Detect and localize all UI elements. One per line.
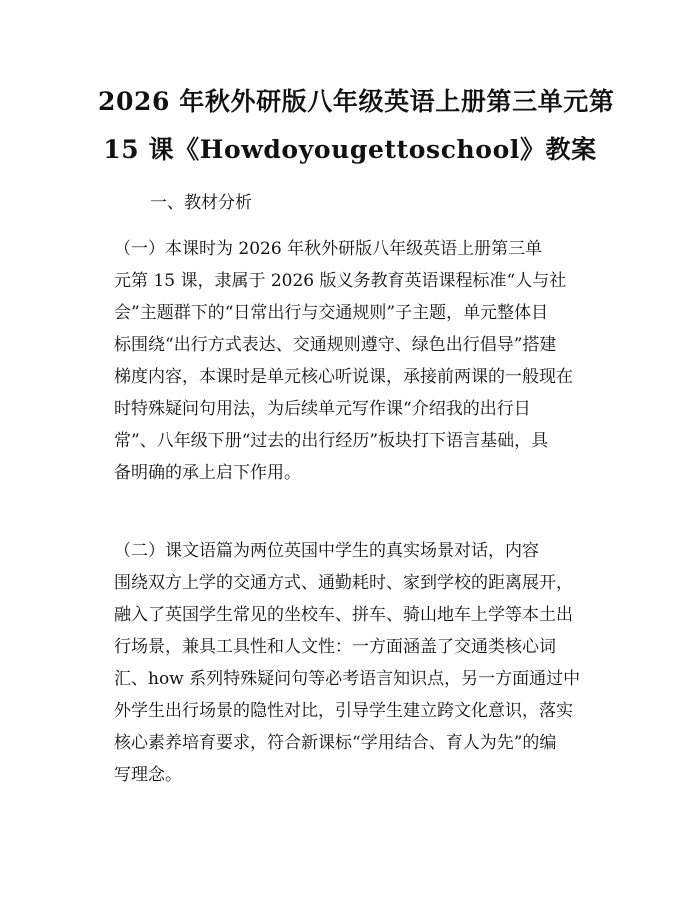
section-heading: 一、教材分析	[150, 193, 252, 213]
document-title-line-1: 2026 年秋外研版八年级英语上册第三单元第	[98, 87, 615, 116]
paragraph-line: 汇、how 系列特殊疑问句等必考语言知识点，另一方面通过中	[114, 669, 581, 689]
paragraph-line: 梯度内容，本课时是单元核心听说课，承接前两课的一般现在	[114, 367, 573, 387]
paragraph-line: 元第 15 课，隶属于 2026 版义务教育英语课程标准“人与社	[114, 271, 567, 291]
paragraph-1	[114, 237, 606, 493]
paragraph-line: 行场景，兼具工具性和人文性：一方面涵盖了交通类核心词	[114, 637, 556, 657]
paragraph-line: 外学生出行场景的隐性对比，引导学生建立跨文化意识，落实	[114, 701, 573, 721]
document-title-line-2: 15 课《Howdoyougettoschool》教案	[103, 135, 597, 164]
paragraph-line: 核心素养培育要求，符合新课标“学用结合、育人为先”的编	[114, 733, 557, 753]
paragraph-line: 备明确的承上启下作用。	[114, 463, 301, 483]
paragraph-line: （一）本课时为 2026 年秋外研版八年级英语上册第三单	[114, 239, 543, 259]
paragraph-line: （二）课文语篇为两位英国中学生的真实场景对话，内容	[114, 541, 539, 561]
paragraph-line: 标围绕“出行方式表达、交通规则遵守、绿色出行倡导”搭建	[114, 335, 557, 355]
paragraph-line: 围绕双方上学的交通方式、通勤耗时、家到学校的距离展开，	[114, 573, 573, 593]
paragraph-line: 写理念。	[114, 765, 182, 785]
paragraph-line: 时特殊疑问句用法，为后续单元写作课“介绍我的出行日	[114, 399, 531, 419]
paragraph-line: 常”、八年级下册“过去的出行经历”板块打下语言基础，具	[114, 431, 549, 451]
paragraph-line: 融入了英国学生常见的坐校车、拼车、骑山地车上学等本土出	[114, 605, 573, 625]
paragraph-line: 会”主题群下的“日常出行与交通规则”子主题，单元整体目	[114, 303, 549, 323]
paragraph-2	[114, 539, 606, 795]
